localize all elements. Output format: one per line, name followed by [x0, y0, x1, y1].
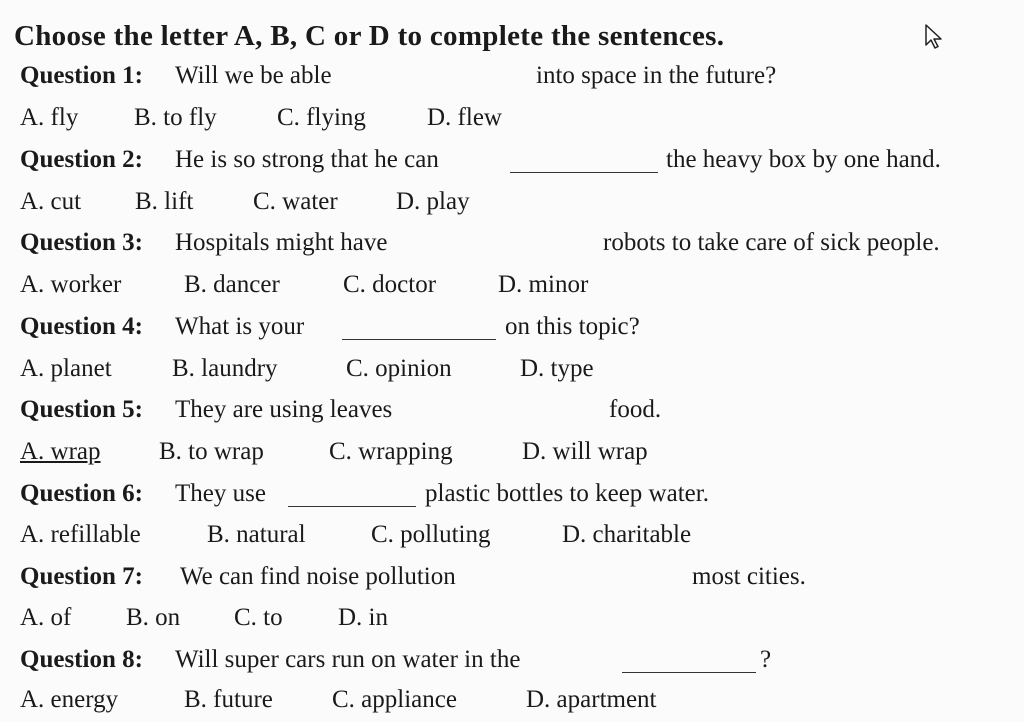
option-d[interactable]: D. in [338, 604, 388, 631]
option-c[interactable]: C. doctor [343, 271, 437, 298]
option-b[interactable]: B. natural [207, 521, 306, 548]
question-label: Question 3: [20, 229, 143, 256]
question-text-end: into space in the future? [536, 62, 777, 89]
option-b[interactable]: B. on [126, 604, 181, 631]
question-text-end: ? [760, 646, 772, 673]
option-c[interactable]: C. polluting [371, 521, 491, 548]
question-6 [20, 480, 1010, 516]
options-1 [20, 104, 1010, 140]
question-label: Question 4: [20, 313, 143, 340]
answer-blank [622, 646, 756, 673]
question-text-start: He is so strong that he can [175, 146, 439, 173]
options-2 [20, 188, 1010, 224]
option-c[interactable]: C. wrapping [329, 438, 453, 465]
options-5 [20, 438, 1010, 474]
option-d[interactable]: D. play [396, 188, 470, 215]
question-2 [20, 146, 1010, 182]
question-text-end: the heavy box by one hand. [666, 146, 941, 173]
options-6 [20, 521, 1010, 557]
question-3 [20, 229, 1020, 265]
option-c[interactable]: C. appliance [332, 686, 457, 713]
option-c[interactable]: C. flying [277, 104, 366, 131]
options-3 [20, 271, 1010, 307]
question-5 [20, 396, 1010, 432]
question-text-start: Will we be able [175, 62, 332, 89]
question-label: Question 6: [20, 480, 143, 507]
option-a[interactable]: A. planet [20, 355, 112, 382]
question-text-end: robots to take care of sick people. [603, 229, 940, 256]
option-a[interactable]: A. worker [20, 271, 122, 298]
option-d[interactable]: D. apartment [526, 686, 657, 713]
question-text-end: most cities. [692, 563, 806, 590]
question-label: Question 1: [20, 62, 143, 89]
answer-blank [342, 313, 496, 340]
option-b[interactable]: B. to fly [134, 104, 217, 131]
question-text-start: We can find noise pollution [180, 563, 456, 590]
option-a[interactable]: A. of [20, 604, 72, 631]
page-title: Choose the letter A, B, C or D to complete the sentences. [14, 20, 725, 52]
question-text-end: plastic bottles to keep water. [425, 480, 709, 507]
mouse-pointer-icon [924, 24, 944, 50]
question-8 [20, 646, 1010, 682]
question-text-start: Hospitals might have [175, 229, 388, 256]
question-label: Question 5: [20, 396, 143, 423]
option-b[interactable]: B. to wrap [159, 438, 264, 465]
question-label: Question 8: [20, 646, 143, 673]
option-b[interactable]: B. dancer [184, 271, 280, 298]
option-a[interactable]: A. cut [20, 188, 82, 215]
option-c[interactable]: C. to [234, 604, 283, 631]
option-d[interactable]: D. flew [427, 104, 502, 131]
option-c[interactable]: C. water [253, 188, 338, 215]
option-d[interactable]: D. charitable [562, 521, 692, 548]
question-7 [20, 563, 1010, 599]
question-label: Question 7: [20, 563, 143, 590]
question-text-start: Will super cars run on water in the [175, 646, 521, 673]
options-7 [20, 604, 1010, 640]
option-d[interactable]: D. type [520, 355, 594, 382]
question-label: Question 2: [20, 146, 143, 173]
option-d[interactable]: D. minor [498, 271, 589, 298]
option-b[interactable]: B. future [184, 686, 273, 713]
option-b[interactable]: B. laundry [172, 355, 278, 382]
option-b[interactable]: B. lift [135, 188, 194, 215]
question-text-start: They are using leaves [175, 396, 393, 423]
question-text-end: on this topic? [505, 313, 640, 340]
option-c[interactable]: C. opinion [346, 355, 452, 382]
option-d[interactable]: D. will wrap [522, 438, 648, 465]
answer-blank [510, 146, 658, 173]
options-4 [20, 355, 1010, 391]
question-text-start: They use [175, 480, 266, 507]
option-a[interactable]: A. refillable [20, 521, 141, 548]
options-8 [20, 686, 1010, 722]
question-4 [20, 313, 1010, 349]
answer-blank [288, 480, 416, 507]
question-text-end: food. [609, 396, 662, 423]
question-1 [20, 62, 1010, 98]
option-a[interactable]: A. fly [20, 104, 79, 131]
option-a[interactable]: A. wrap [20, 438, 101, 465]
question-text-start: What is your [175, 313, 305, 340]
option-a[interactable]: A. energy [20, 686, 119, 713]
